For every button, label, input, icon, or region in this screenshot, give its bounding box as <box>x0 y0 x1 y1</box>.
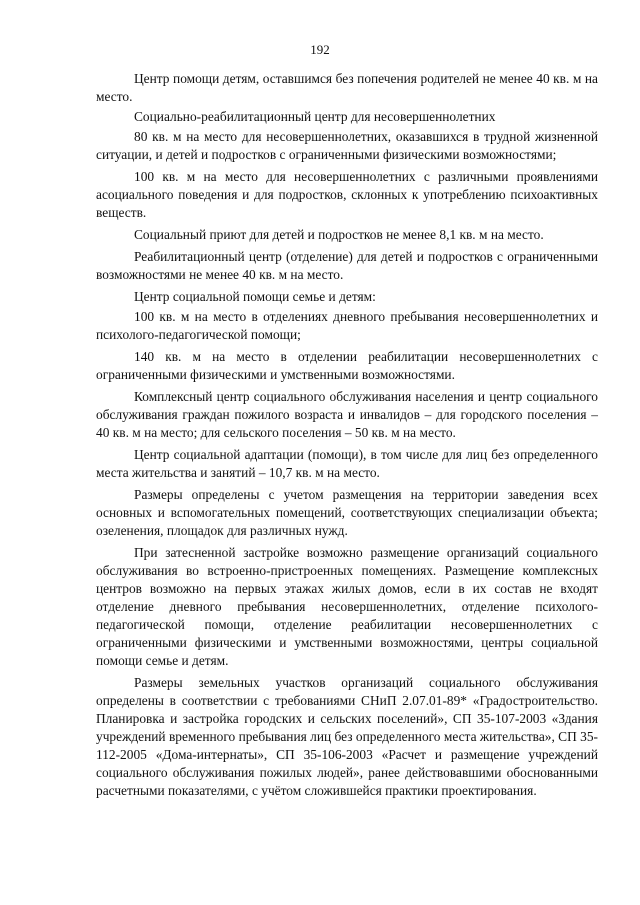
paragraph-14: Размеры земельных участков организаций социального обслуживания определены в соответствии с требованиями СНиП 2.07.01-89* «Градостроительство. Планировка и застройка городских и сельских поселений», СП 35-107-2003 «Здания учреждений временного пребывания лиц без определенного места жительства», СП 35-112-2005 «Дома-интернаты», СП 35-106-2003 «Расчет и размещение учреждений социального обслуживания пожилых людей», ранее действовавшими обоснованными расчетными показателями, с учётом сложившейся практики проектирования. <box>96 675 598 798</box>
paragraph-10: Комплексный центр социального обслуживания населения и центр социального обслуживания граждан пожилого возраста и инвалидов – для городского поселения – 40 кв. м на место; для сельского поселения – 50 кв. м на место. <box>96 389 598 440</box>
paragraph-1: Центр помощи детям, оставшимся без попечения родителей не менее 40 кв. м на место. <box>96 71 598 104</box>
paragraph-12: Размеры определены с учетом размещения на территории заведения всех основных и вспомогательных помещений, соответствующих специализации объекта; озеленения, площадок для различных нужд. <box>96 487 598 538</box>
paragraph-11: Центр социальной адаптации (помощи), в том числе для лиц без определенного места жительства и занятий – 10,7 кв. м на место. <box>96 447 598 480</box>
paragraph-6: Реабилитационный центр (отделение) для детей и подростков с ограниченными возможностями не менее 40 кв. м на место. <box>96 249 598 282</box>
page-number: 192 <box>310 42 330 57</box>
paragraph-4: 100 кв. м на место для несовершеннолетних с различными проявлениями асоциального поведения и для подростков, склонных к употреблению психоактивных веществ. <box>96 169 598 220</box>
paragraph-5: Социальный приют для детей и подростков не менее 8,1 кв. м на место. <box>134 227 544 242</box>
paragraph-2: Социально-реабилитационный центр для несовершеннолетних <box>134 109 496 124</box>
paragraph-3: 80 кв. м на место для несовершеннолетних, оказавшихся в трудной жизненной ситуации, и детей и подростков с ограниченными физическими возможностями; <box>96 129 598 162</box>
paragraph-13: При затесненной застройке возможно размещение организаций социального обслуживания во встроенно-пристроенных помещениях. Размещение комплексных центров возможно на первых этажах жилых домов, если в их состав не входят отделение дневного пребывания несовершеннолетних, отделение психолого-педагогической помощи, отделение реабилитации несовершеннолетних с ограниченными физическими и умственными возможностями, центры социальной помощи семье и детям. <box>96 545 598 668</box>
page-body <box>96 70 598 804</box>
paragraph-8: 100 кв. м на место в отделениях дневного пребывания несовершеннолетних и психолого-педагогической помощи; <box>96 309 598 342</box>
paragraph-7: Центр социальной помощи семье и детям: <box>134 289 376 304</box>
paragraph-9: 140 кв. м на место в отделении реабилитации несовершеннолетних с ограниченными физическими и умственными возможностями. <box>96 349 598 382</box>
